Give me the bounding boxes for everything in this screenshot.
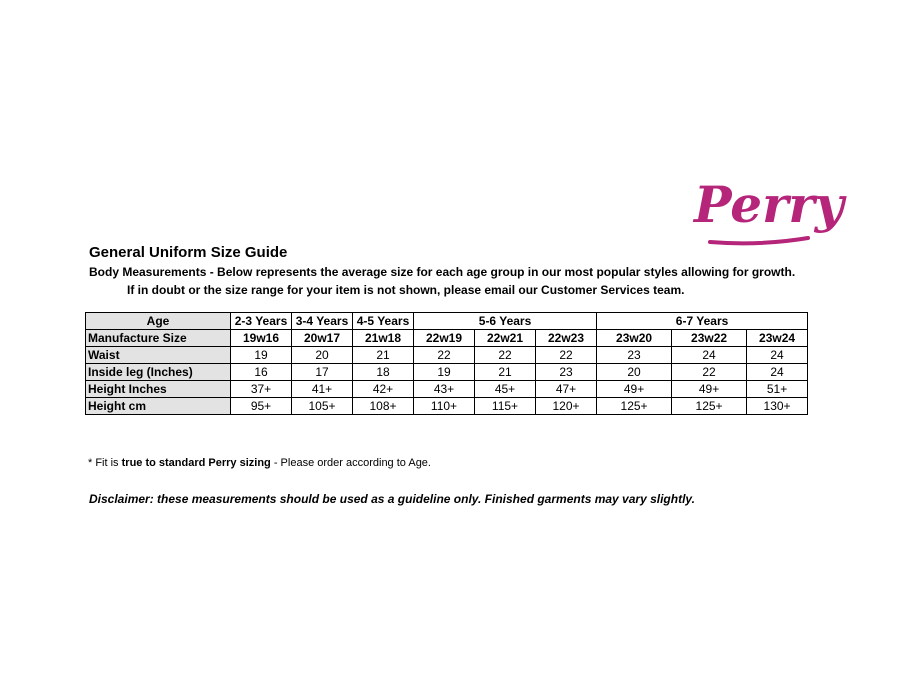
- age-group-header: 4-5 Years: [353, 313, 414, 330]
- subtitle-line-1: Body Measurements - Below represents the average size for each age group in our most popular styles allowing for growth.: [89, 265, 796, 279]
- fit-note-suffix: - Please order according to Age.: [270, 457, 431, 469]
- table-cell: 20w17: [292, 330, 353, 347]
- table-cell: 19: [231, 347, 292, 364]
- row-label: Height Inches: [86, 381, 231, 398]
- table-cell: 120+: [536, 398, 597, 415]
- table-row: [86, 330, 808, 347]
- table-cell: 23w22: [672, 330, 747, 347]
- table-cell: 43+: [414, 381, 475, 398]
- table-row: [86, 398, 808, 415]
- table-cell: 41+: [292, 381, 353, 398]
- table-cell: 16: [231, 364, 292, 381]
- row-label: Inside leg (Inches): [86, 364, 231, 381]
- table-cell: 24: [747, 364, 808, 381]
- table-cell: 49+: [597, 381, 672, 398]
- table-cell: 37+: [231, 381, 292, 398]
- row-label: Height cm: [86, 398, 231, 415]
- table-cell: 130+: [747, 398, 808, 415]
- disclaimer: Disclaimer: these measurements should be used as a guideline only. Finished garments may vary slightly.: [89, 492, 695, 506]
- table-cell: 23: [536, 364, 597, 381]
- table-row: [86, 347, 808, 364]
- age-group-header: 3-4 Years: [292, 313, 353, 330]
- table-cell: 22: [536, 347, 597, 364]
- fit-note-prefix: * Fit is: [88, 457, 122, 469]
- table-cell: 21: [353, 347, 414, 364]
- age-group-header: 5-6 Years: [414, 313, 597, 330]
- table-cell: 19: [414, 364, 475, 381]
- perry-logo: [690, 158, 844, 248]
- row-label: Waist: [86, 347, 231, 364]
- fit-note-emphasis: true to standard Perry sizing: [121, 457, 271, 469]
- table-cell: 42+: [353, 381, 414, 398]
- table-cell: 110+: [414, 398, 475, 415]
- table-cell: 45+: [475, 381, 536, 398]
- table-row-age: [86, 313, 808, 330]
- table-cell: 22: [475, 347, 536, 364]
- row-label-age: Age: [86, 313, 231, 330]
- age-group-header: 6-7 Years: [597, 313, 808, 330]
- table-cell: 17: [292, 364, 353, 381]
- table-row: [86, 364, 808, 381]
- table-cell: 20: [292, 347, 353, 364]
- table-cell: 22: [414, 347, 475, 364]
- fit-note: [88, 457, 431, 469]
- table-cell: 108+: [353, 398, 414, 415]
- table-cell: 23: [597, 347, 672, 364]
- table-cell: 23w20: [597, 330, 672, 347]
- table-cell: 125+: [597, 398, 672, 415]
- table-cell: 19w16: [231, 330, 292, 347]
- table-cell: 24: [747, 347, 808, 364]
- age-group-header: 2-3 Years: [231, 313, 292, 330]
- table-cell: 51+: [747, 381, 808, 398]
- table-cell: 47+: [536, 381, 597, 398]
- logo-swash: [710, 238, 808, 243]
- table-cell: 22w19: [414, 330, 475, 347]
- perry-logo-text: Perry: [694, 175, 844, 234]
- subtitle-line-2: If in doubt or the size range for your item is not shown, please email our Customer Services team.: [127, 283, 685, 297]
- table-cell: 21: [475, 364, 536, 381]
- table-cell: 21w18: [353, 330, 414, 347]
- table-cell: 23w24: [747, 330, 808, 347]
- table-row: [86, 381, 808, 398]
- table-cell: 22w23: [536, 330, 597, 347]
- table-cell: 22w21: [475, 330, 536, 347]
- table-cell: 95+: [231, 398, 292, 415]
- row-label: Manufacture Size: [86, 330, 231, 347]
- table-cell: 105+: [292, 398, 353, 415]
- page-title: General Uniform Size Guide: [89, 244, 288, 261]
- table-cell: 22: [672, 364, 747, 381]
- table-cell: 20: [597, 364, 672, 381]
- table-cell: 125+: [672, 398, 747, 415]
- table-cell: 49+: [672, 381, 747, 398]
- table-cell: 24: [672, 347, 747, 364]
- size-table: [85, 312, 808, 415]
- table-cell: 115+: [475, 398, 536, 415]
- table-cell: 18: [353, 364, 414, 381]
